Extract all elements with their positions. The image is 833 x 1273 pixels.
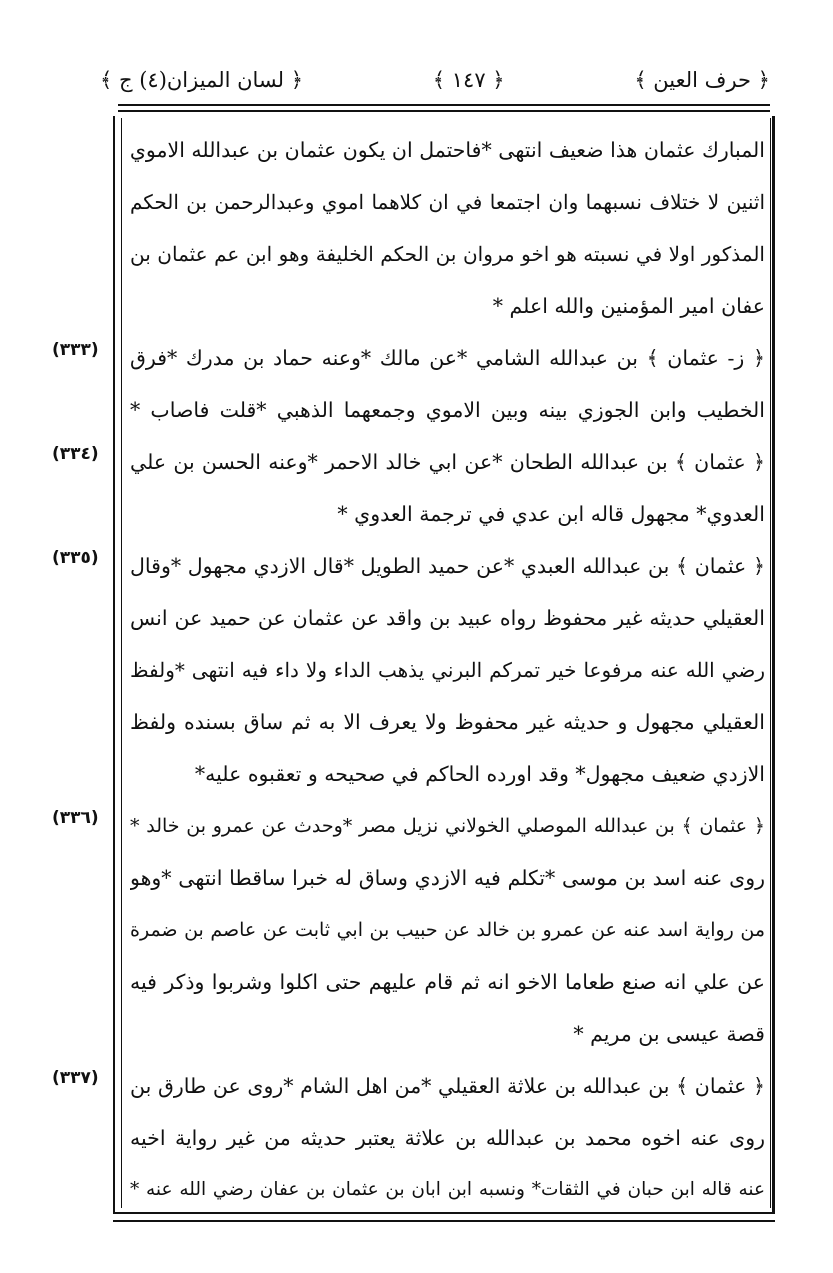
text-line: روى عنه اخوه محمد بن عبدالله بن علاثة يعتبر حديثه من غير رواية اخيه (130, 1126, 765, 1150)
text-line: الازدي ضعيف مجهول* وقد اورده الحاكم في صحيحه و تعقبوه عليه* (194, 762, 765, 786)
running-header (100, 62, 770, 98)
entry-heading-line: ﴿ عثمان ﴾ بن عبدالله بن علاثة العقيلي *من اهل الشام *روى عن طارق بن (130, 1074, 765, 1098)
text-line: العقيلي مجهول و حديثه غير محفوظ ولا يعرف الا به ثم ساق بسنده ولفظ (130, 710, 765, 734)
text-line: الخطيب وابن الجوزي بينه وبين الاموي وجمعهما الذهبي *قلت فاصاب * (130, 398, 765, 422)
text-line: قصة عيسى بن مريم * (573, 1022, 765, 1046)
text-line: من رواية اسد عنه عن عمرو بن خالد عن حبيب بن ابي ثابت عن عاصم بن ضمرة (130, 919, 765, 941)
text-line: عن علي انه صنع طعاما الاخو انه ثم قام عليهم حتى اكلوا وشربوا وذكر فيه (130, 970, 765, 994)
entry-heading-line: ﴿ عثمان ﴾ بن عبدالله الطحان *عن ابي خالد الاحمر *وعنه الحسن بن علي (130, 450, 765, 474)
text-line: رضي الله عنه مرفوعا خير تمركم البرني يذهب الداء ولا داء فيه انتهى *ولفظ (130, 658, 765, 682)
text-line: عفان امير المؤمنين والله اعلم * (492, 294, 765, 318)
entry-heading-line: ﴿ ز- عثمان ﴾ بن عبدالله الشامي *عن مالك *وعنه حماد بن مدرك *فرق (130, 346, 765, 370)
footer-rule-double (113, 1220, 775, 1222)
text-line: المبارك عثمان هذا ضعيف انتهى *فاحتمل ان يكون عثمان بن عبدالله الاموي (130, 138, 765, 162)
header-page-number: ﴿ ١٤٧ ﴾ (432, 68, 505, 92)
entry-number-333: (٣٣٣) (52, 340, 99, 360)
entry-heading-line: ﴿ عثمان ﴾ بن عبدالله الموصلي الخولاني نزيل مصر *وحدث عن عمرو بن خالد * (130, 815, 765, 837)
text-line: العقيلي حديثه غير محفوظ رواه عبيد بن واقد عن عثمان عن حميد عن انس (130, 606, 765, 630)
header-book-title: ﴿ لسان الميزان(٤) ج ﴾ (100, 68, 304, 92)
text-line: عنه قاله ابن حبان في الثقات* ونسبه ابن ابان بن عثمان بن عفان رضي الله عنه * (130, 1179, 765, 1200)
page-body (130, 124, 765, 1216)
text-line: روى عنه اسد بن موسى *تكلم فيه الازدي وساق له خبرا ساقطا انتهى *وهو (130, 866, 765, 890)
header-rule (118, 104, 770, 106)
header-chapter: ﴿ حرف العين ﴾ (634, 68, 770, 92)
entry-heading-line: ﴿ عثمان ﴾ بن عبدالله العبدي *عن حميد الطويل *قال الازدي مجهول *وقال (130, 554, 765, 578)
entry-number-334: (٣٣٤) (52, 444, 99, 464)
text-line: العدوي* مجهول قاله ابن عدي في ترجمة العدوي * (337, 502, 765, 526)
text-line: اثنين لا ختلاف نسبهما وان اجتمعا في ان كلاهما اموي وعبدالرحمن بن الحكم (130, 190, 765, 214)
header-rule-double (118, 110, 770, 112)
text-line: المذكور اولا في نسبته هو اخو مروان بن الحكم الخليفة وهو ابن عم عثمان بن (130, 242, 765, 266)
entry-number-336: (٣٣٦) (52, 808, 99, 828)
entry-number-335: (٣٣٥) (52, 548, 99, 568)
entry-number-337: (٣٣٧) (52, 1068, 99, 1088)
